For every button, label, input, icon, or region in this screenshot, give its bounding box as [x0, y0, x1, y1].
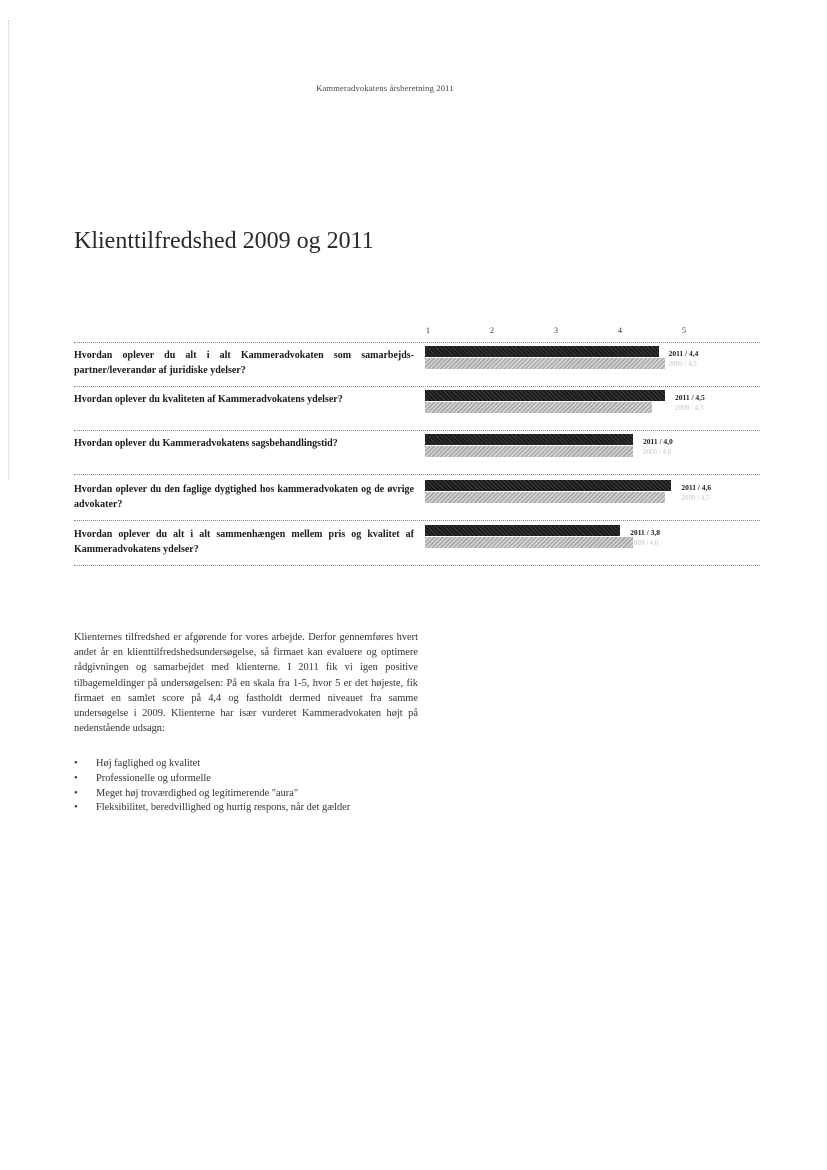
list-item	[74, 801, 434, 816]
running-head: Kammeradvokatens årsberetning 2011	[316, 83, 454, 93]
row-separator	[74, 565, 760, 566]
question-label: Hvordan oplever du kvaliteten af Kammeradvokatens ydelser?	[74, 394, 343, 405]
bar-2009	[425, 492, 665, 503]
row-separator	[74, 474, 760, 475]
highlights-list	[74, 757, 434, 816]
satisfaction-chart	[74, 320, 760, 580]
tick-label: 3	[554, 326, 558, 335]
value-label-2011: 2011 / 3,8	[630, 528, 660, 537]
bar-2011	[425, 346, 659, 357]
tick-label: 5	[682, 326, 686, 335]
value-label-2011: 2011 / 4,4	[668, 349, 699, 358]
row-separator	[74, 342, 760, 343]
row-separator	[74, 386, 760, 387]
bar-2009	[425, 537, 633, 548]
bullet-glyph: •	[74, 787, 78, 799]
bar-2011	[425, 480, 671, 491]
body-paragraph: Klienternes tilfredshed er afgørende for vores arbejde. Derfor gennemføres hvert andet år en klienttilfredshedsundersøgelse, så firmaet kan evaluere og optimere rådgivningen og samarbejdet med klienterne. I 2011 fik vi igen positive tilbagemeldinger på undersøgelsen: På en skala fra 1-5, hvor 5 er det højeste, fik firmaet en samlet score på 4,4 og fastholdt dermed niveauet fra samme undersøgelse i 2009. Klienterne har især vurderet Kammeradvokaten højt på nedenstående udsagn:	[74, 632, 418, 735]
list-item-text: Meget høj troværdighed og legitimerende "aura"	[96, 787, 299, 799]
value-label-2009: 2009 / 4,3	[675, 404, 704, 412]
list-item	[74, 772, 434, 787]
list-item	[74, 757, 434, 772]
value-label-2011: 2011 / 4,0	[643, 437, 673, 446]
tick-label: 1	[426, 326, 430, 335]
page-title: Klienttilfredshed 2009 og 2011	[74, 228, 374, 254]
value-label-2009: 2009 / 4,0	[643, 448, 672, 456]
value-label-2009: 2009 / 4,0	[630, 539, 659, 547]
row-separator	[74, 430, 760, 431]
value-label-2009: 2009 / 4,5	[668, 360, 697, 368]
bar-2011	[425, 434, 633, 445]
question-label: Hvordan oplever du alt i alt Kammeradvokaten som samarbejds-partner/leverandør af juridiske ydelser?	[74, 350, 414, 376]
bar-2011	[425, 525, 620, 536]
bar-2011	[425, 390, 665, 401]
tick-label: 2	[490, 326, 494, 335]
bullet-glyph: •	[74, 802, 78, 814]
list-item	[74, 787, 434, 802]
question-label: Hvordan oplever du Kammeradvokatens sagsbehandlingstid?	[74, 438, 338, 449]
bullet-glyph: •	[74, 758, 78, 769]
list-item-text: Professionelle og uformelle	[96, 772, 211, 784]
value-label-2011: 2011 / 4,5	[675, 393, 705, 402]
value-label-2011: 2011 / 4,6	[681, 483, 712, 492]
row-separator	[74, 520, 760, 521]
list-item-text: Høj faglighed og kvalitet	[96, 758, 201, 769]
list-item-text: Fleksibilitet, beredvillighed og hurtig respons, når det gælder	[96, 802, 351, 814]
value-label-2009: 2009 / 4,5	[681, 494, 710, 502]
question-label: Hvordan oplever du alt i alt sammenhængen mellem pris og kvalitet af Kammeradvokatens ydelser?	[74, 529, 414, 555]
tick-label: 4	[618, 326, 622, 335]
question-label: Hvordan oplever du den faglige dygtighed hos kammeradvokaten og de øvrige advokater?	[74, 484, 414, 510]
bar-2009	[425, 358, 665, 369]
bar-2009	[425, 446, 633, 457]
bullet-glyph: •	[74, 772, 78, 784]
bar-2009	[425, 402, 652, 413]
